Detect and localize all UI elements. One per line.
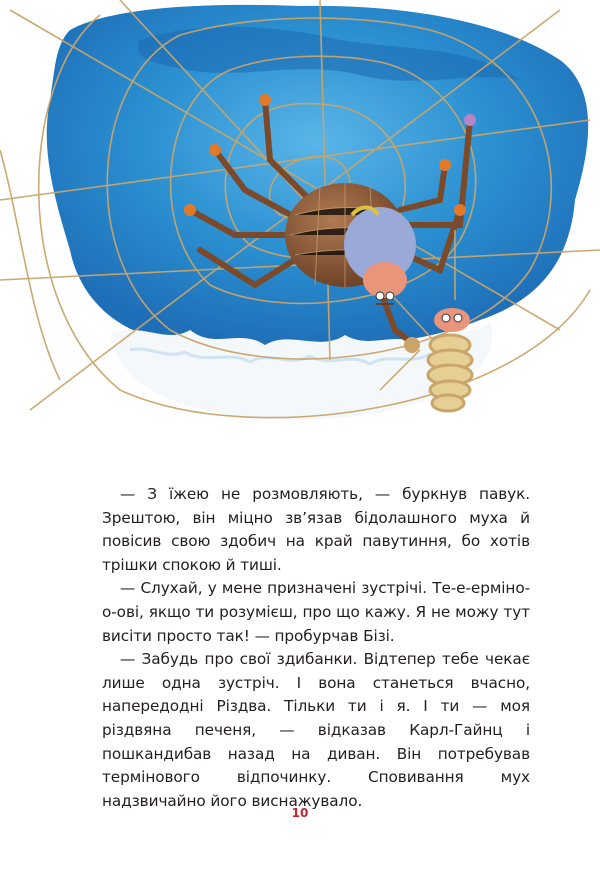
story-text xyxy=(102,483,530,813)
paragraph: — З їжею не розмовляють, — буркнув павук. Зрештою, він міцно зв’язав бідолашного муха й повісив свою здобич на край павутиння, бо хотів трішки спокою й тиші. xyxy=(102,485,530,574)
paragraph: — Слухай, у мене призначені зустрічі. Те-е-ерміно-о-ові, якщо ти розумієш, про що кажу. Я не можу тут висіти просто так! — пробурчав Бізі. xyxy=(102,579,530,645)
paragraph: — Забудь про свої здибанки. Відтепер тебе чекає лише одна зустріч. І вона станеться вчасно, напередодні Різдва. Тільки ти і я. І ти — моя різдвяна печеня, — відказав Карл-Гайнц і пошкандибав назад на диван. Він потребував термінового відпочинку. Сповивання мух надзвичайно його виснажувало. xyxy=(102,650,530,810)
page-number: 10 xyxy=(291,806,309,820)
